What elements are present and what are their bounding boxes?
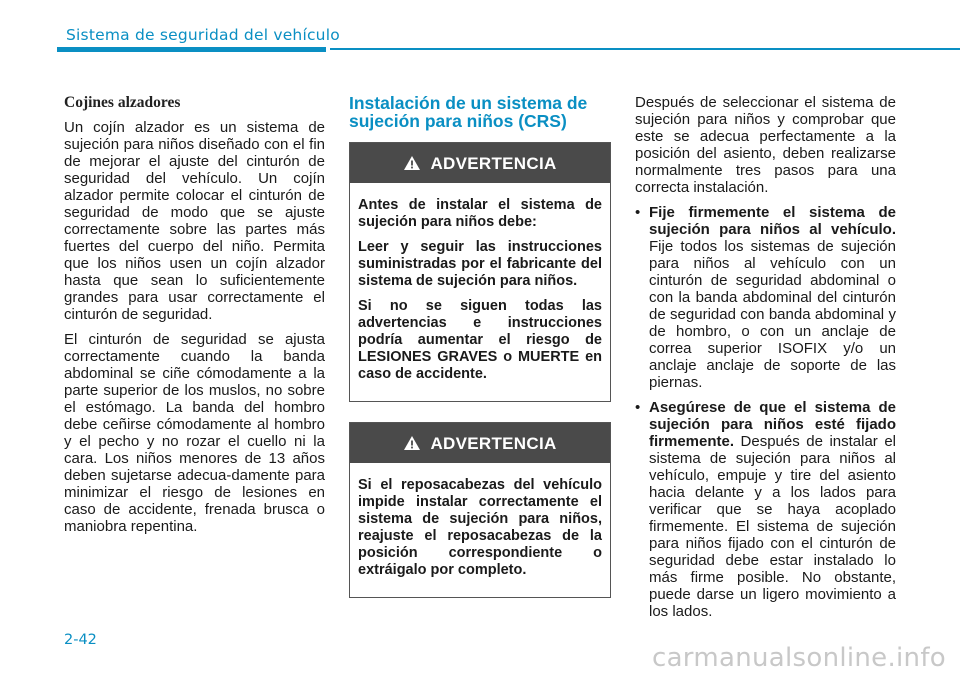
heading-booster-seats: Cojines alzadores — [64, 94, 181, 111]
step-text: Fije todos los sistemas de sujeción para niños al vehículo con un cinturón de seguridad abdominal o con la banda abdominal del cinturón de seguridad con banda abdominal y de hombro, o con un anclaje de correa superior ISOFIX y/o un anclaje anclaje de soporte de las piernas. — [649, 238, 896, 391]
warning-text: Si el reposacabezas del vehículo impide instalar correctamente el sistema de sujeción para niños, reajuste el reposacabezas de la posición correspondiente o extráigalo por completo. — [358, 477, 602, 578]
steps-list — [635, 204, 896, 620]
section-title: Sistema de seguridad del vehículo — [66, 26, 340, 44]
warning-text: Leer y seguir las instrucciones suministradas por el fabricante del sistema de sujeción para niños. — [358, 239, 602, 289]
column-installation-steps — [635, 94, 896, 628]
warning-box — [349, 142, 611, 402]
paragraph: El cinturón de seguridad se ajusta correctamente cuando la banda abdominal se ciñe cómodamente a la parte superior de los muslos, no sobre el estómago. La banda del hombro debe ceñirse cómodamente al hombro y el pecho y no rozar el cuello ni la cara. Los niños menores de 13 años deben sujetarse adecua-damente para minimizar el riesgo de lesiones en caso de accidente, frenada brusca o maniobra repentina. — [64, 331, 325, 535]
step-lead: Fije firmemente el sistema de sujeción para niños al vehículo. — [649, 204, 896, 238]
step-lead: Asegúrese de que el sistema de sujeción para niños esté fijado firmemente. — [649, 399, 896, 450]
warning-triangle-icon — [403, 155, 421, 171]
warning-text: Antes de instalar el sistema de sujeción para niños debe: — [358, 197, 602, 230]
warning-box — [349, 422, 611, 598]
warning-triangle-icon — [403, 435, 421, 451]
list-item — [635, 399, 896, 620]
watermark: carmanualsonline.info — [651, 643, 946, 673]
bullet: • — [635, 204, 641, 221]
warning-title: ADVERTENCIA — [430, 153, 557, 173]
bullet: • — [635, 399, 641, 416]
warning-text: Si no se siguen todas las advertencias e instrucciones podría aumentar el riesgo de LESIONES GRAVES o MUERTE en caso de accidente. — [358, 298, 602, 382]
heading-crs-installation: Instalación de un sistema de sujeción para niños (CRS) — [349, 93, 588, 131]
intro-paragraph: Después de seleccionar el sistema de sujeción para niños y comprobar que este se adecua perfectamente a la posición del asiento, deben realizarse normalmente tres pasos para una correcta instalación. — [635, 94, 896, 196]
list-item — [635, 204, 896, 391]
warning-title: ADVERTENCIA — [430, 433, 557, 453]
warning-body — [350, 183, 610, 401]
warning-body — [350, 463, 610, 597]
warning-header — [350, 423, 610, 463]
step-text: Después de instalar el sistema de sujeción para niños al vehículo, empuje y tire del asiento hacia delante y a los lados para verificar que se haya acoplado firmemente. El sistema de sujeción para niños fijado con el cinturón de seguridad debe estar instalado lo más firme posible. No obstante, puede darse un ligero movimiento a los lados. — [649, 433, 896, 620]
warning-header — [350, 143, 610, 183]
column-crs-installation — [349, 94, 611, 618]
paragraph: Un cojín alzador es un sistema de sujeción para niños diseñado con el fin de mejorar el ajuste del cinturón de seguridad del vehículo. Un cojín alzador permite colocar el cinturón de seguridad de modo que se ajuste correctamente sobre las partes más fuertes del cuerpo del niño. Permita que los niños usen un cojín alzador hasta que sean lo suficientemente grandes para usar correctamente el cinturón de seguridad. — [64, 119, 325, 323]
page-number: 2-42 — [64, 632, 97, 648]
column-booster-seats — [64, 94, 325, 543]
section-header-rule — [330, 48, 960, 50]
section-header-bar — [57, 47, 326, 52]
